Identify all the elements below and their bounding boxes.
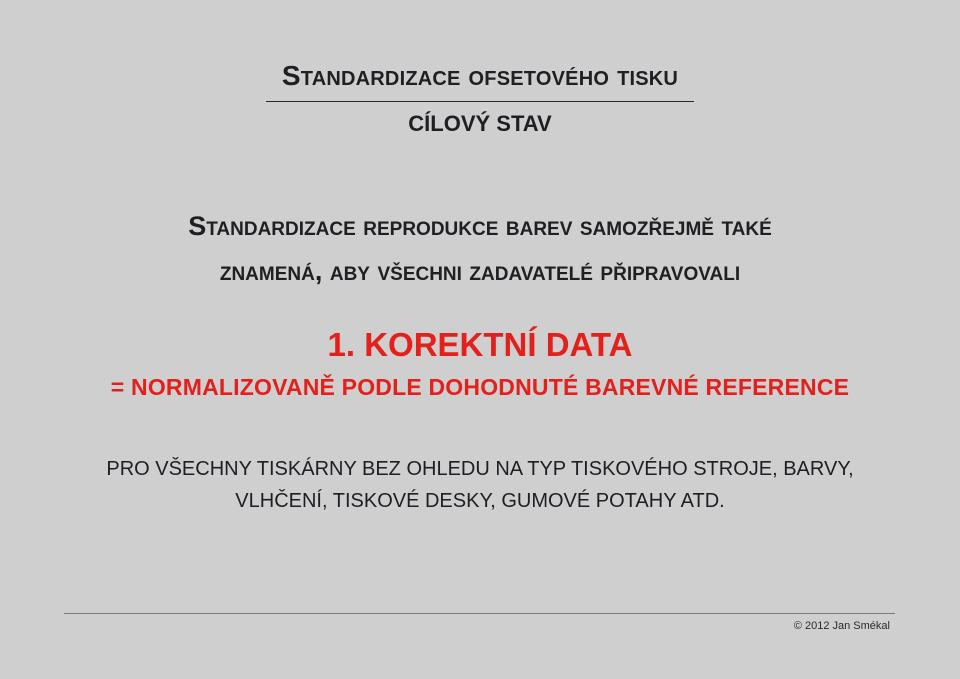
title-underline: [266, 101, 694, 102]
footer-divider: [64, 613, 895, 614]
highlight-title: 1. KOREKTNÍ DATA: [327, 326, 633, 363]
intro-paragraph: [0, 204, 960, 294]
copyright-text: © 2012 Jan Smékal: [793, 620, 890, 632]
intro-line-2: znamená, aby všechni zadavatelé připravovali: [219, 256, 741, 286]
detail-line-1: PRO VŠECHNY TISKÁRNY BEZ OHLEDU NA TYP TISKOVÉHO STROJE, BARVY,: [106, 458, 854, 480]
slide-subtitle: CÍLOVÝ STAV: [408, 111, 552, 136]
detail-paragraph: [0, 453, 960, 517]
intro-line-1: Standardizace reprodukce barev samozřejmě také: [188, 211, 772, 241]
slide-title: Standardizace ofsetového tisku: [281, 60, 679, 91]
highlight-definition: = NORMALIZOVANĚ PODLE DOHODNUTÉ BAREVNÉ REFERENCE: [110, 374, 850, 400]
detail-line-2: VLHČENÍ, TISKOVÉ DESKY, GUMOVÉ POTAHY ATD.: [235, 490, 725, 512]
